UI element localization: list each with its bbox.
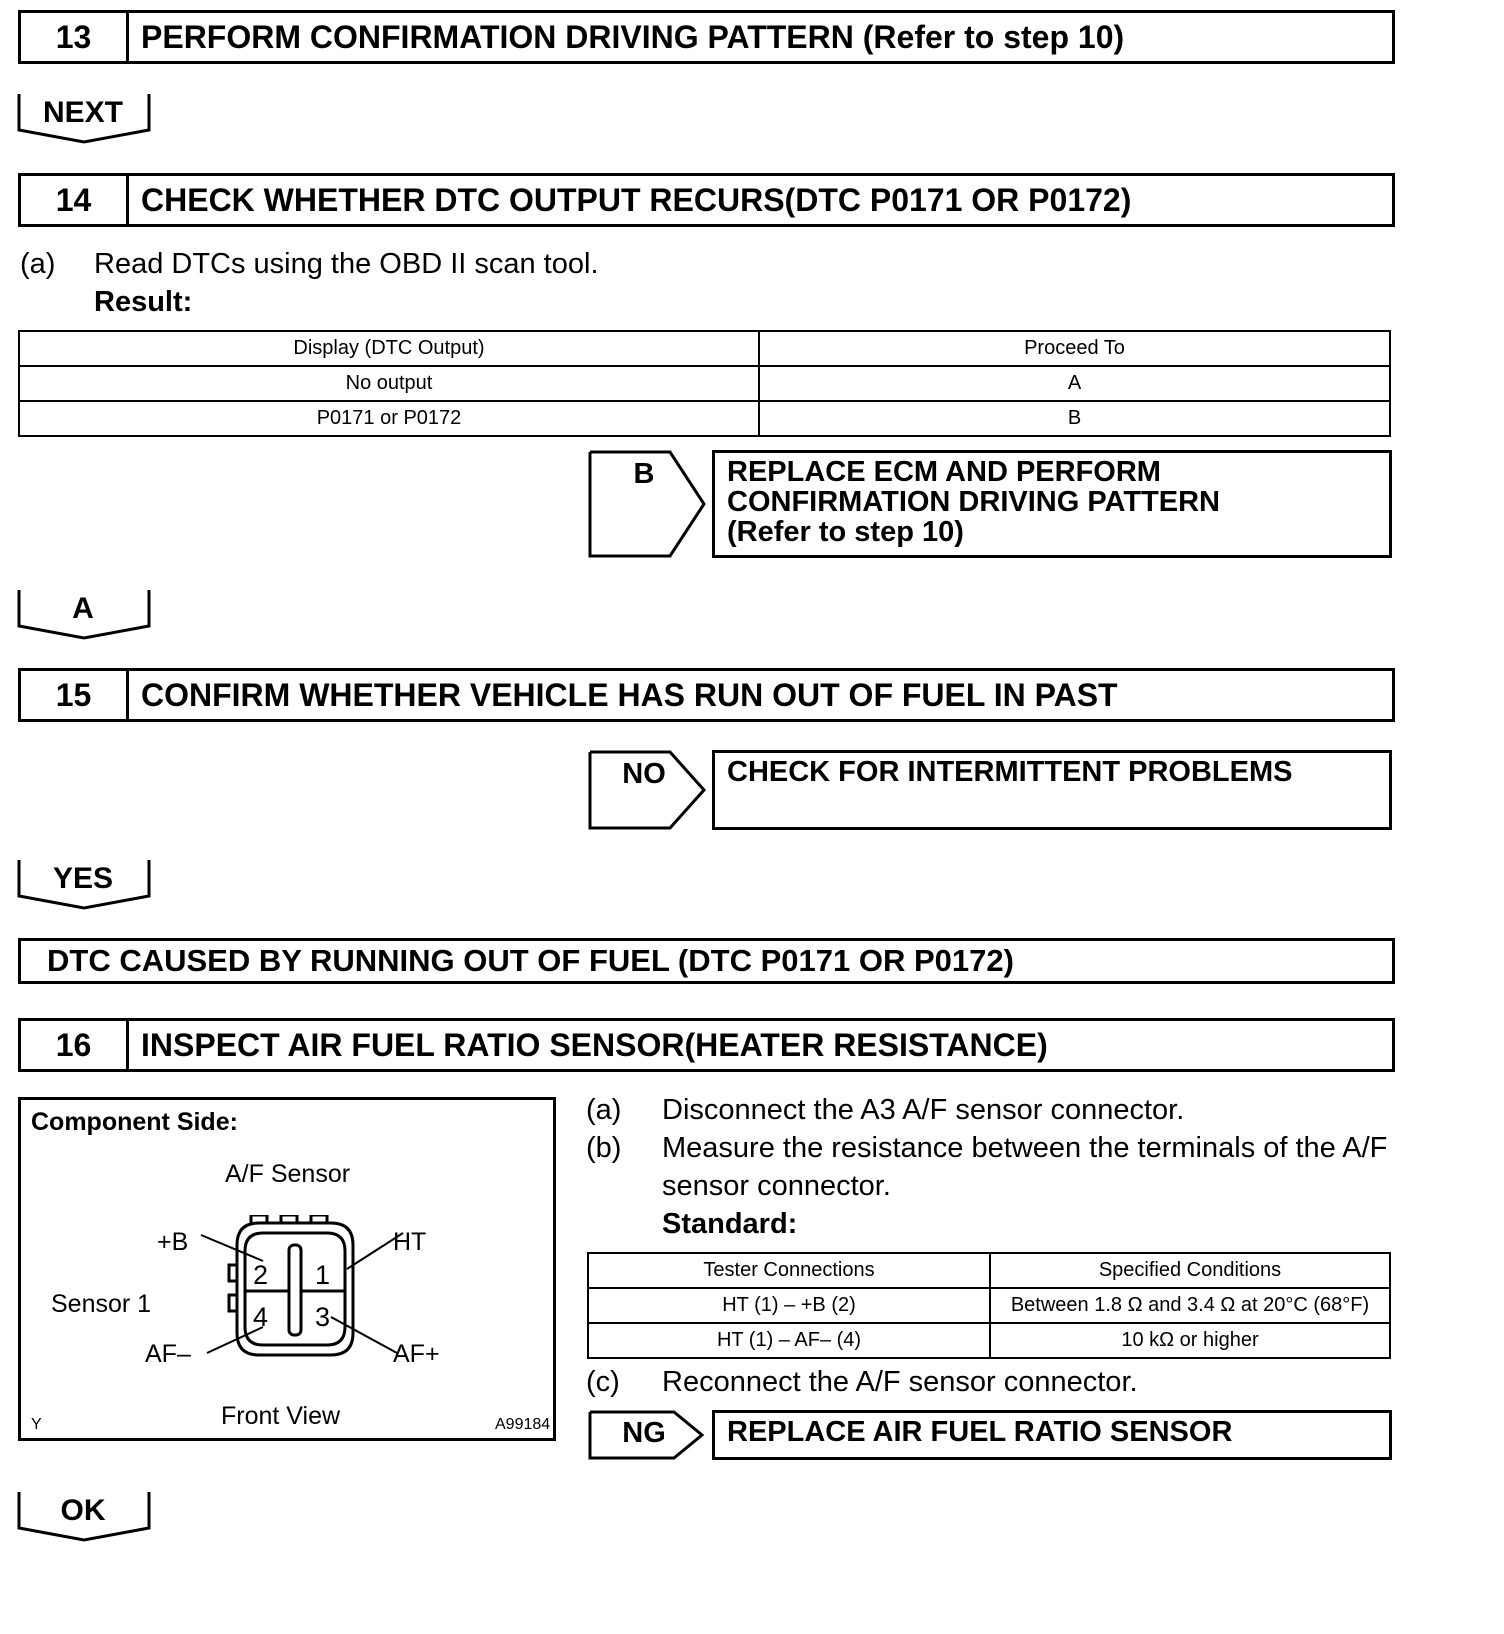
a-label: A (72, 592, 94, 625)
branch-ng-action (712, 1410, 1392, 1460)
standard-label: Standard: (662, 1208, 798, 1240)
branch-b-action (712, 450, 1392, 558)
step-title: CHECK WHETHER DTC OUTPUT RECURS(DTC P0171 OR P0172) (141, 181, 1132, 218)
next-label: NEXT (42, 96, 123, 129)
action-line: (Refer to step 10) (727, 516, 964, 548)
table-cell: B (759, 401, 1390, 436)
step-15-header (18, 668, 1395, 722)
diagram-heading: Component Side: (31, 1108, 238, 1136)
table-header: Specified Conditions (990, 1253, 1390, 1288)
table-cell: HT (1) – AF– (4) (588, 1323, 990, 1358)
step-number: 16 (21, 1021, 129, 1069)
step-number: 14 (21, 176, 129, 224)
step-title: PERFORM CONFIRMATION DRIVING PATTERN (Refer to step 10) (141, 18, 1125, 55)
table-header: Tester Connections (588, 1253, 990, 1288)
table-row (588, 1323, 1390, 1358)
result-label: Result: (94, 286, 193, 318)
connector-icon (181, 1215, 421, 1375)
item-text: Reconnect the A/F sensor connector. (662, 1366, 1138, 1398)
branch-no-label: NO (622, 758, 666, 790)
sensor-name: A/F Sensor (225, 1160, 351, 1188)
terminal-ht-label: HT (393, 1228, 427, 1256)
table-cell: P0171 or P0172 (19, 401, 759, 436)
branch-ng-label: NG (622, 1417, 666, 1449)
step-title: INSPECT AIR FUEL RATIO SENSOR(HEATER RESISTANCE) (141, 1026, 1048, 1063)
item-marker: (a) (20, 248, 56, 280)
ok-label: OK (60, 1494, 106, 1527)
pin-3: 3 (315, 1302, 331, 1332)
table-cell: HT (1) – +B (2) (588, 1288, 990, 1323)
yes-tag (17, 858, 151, 910)
table-row (19, 366, 1390, 401)
step-14-header (18, 173, 1395, 227)
item-text: Disconnect the A3 A/F sensor connector. (662, 1094, 1185, 1126)
branch-no-action (712, 750, 1392, 830)
resistance-spec-table (587, 1252, 1391, 1359)
step-number: 15 (21, 671, 129, 719)
step-title: CONFIRM WHETHER VEHICLE HAS RUN OUT OF FUEL IN PAST (141, 676, 1118, 713)
action-line: CHECK FOR INTERMITTENT PROBLEMS (727, 756, 1293, 788)
branch-b-label: B (633, 458, 655, 490)
table-header: Display (DTC Output) (19, 331, 759, 366)
dtc-result-table (18, 330, 1391, 437)
item-text: Measure the resistance between the terminals of the A/F (662, 1132, 1388, 1164)
terminal-afp-label: AF+ (393, 1340, 440, 1368)
item-marker: (c) (586, 1366, 620, 1398)
table-cell: 10 kΩ or higher (990, 1323, 1390, 1358)
table-header-row (588, 1253, 1390, 1288)
table-cell: A (759, 366, 1390, 401)
action-line: CONFIRMATION DRIVING PATTERN (727, 486, 1220, 518)
conclusion-box: DTC CAUSED BY RUNNING OUT OF FUEL (DTC P0171 OR P0172) (18, 938, 1395, 984)
pin-1: 1 (315, 1260, 331, 1290)
connector-diagram (18, 1097, 556, 1441)
corner-label: Y (31, 1416, 42, 1433)
table-header-row (19, 331, 1390, 366)
step-number: 13 (21, 13, 129, 61)
terminal-b-label: +B (157, 1228, 189, 1256)
item-marker: (b) (586, 1132, 622, 1164)
step-16-header (18, 1018, 1395, 1072)
sensor-label: Sensor 1 (51, 1290, 152, 1318)
action-line: REPLACE AIR FUEL RATIO SENSOR (727, 1416, 1233, 1448)
table-cell: Between 1.8 Ω and 3.4 Ω at 20°C (68°F) (990, 1288, 1390, 1323)
table-row (19, 401, 1390, 436)
figure-code: A99184 (495, 1416, 551, 1433)
pin-2: 2 (253, 1260, 269, 1290)
pin-4: 4 (253, 1302, 269, 1332)
table-row (588, 1288, 1390, 1323)
step-13-header (18, 10, 1395, 64)
next-tag (17, 92, 151, 144)
ok-tag (17, 1490, 151, 1542)
table-cell: No output (19, 366, 759, 401)
yes-label: YES (52, 862, 114, 895)
a-tag (17, 588, 151, 640)
item-text: Read DTCs using the OBD II scan tool. (94, 248, 599, 280)
table-header: Proceed To (759, 331, 1390, 366)
view-label: Front View (221, 1402, 341, 1430)
terminal-afm-label: AF– (145, 1340, 191, 1368)
item-text: sensor connector. (662, 1170, 891, 1202)
item-marker: (a) (586, 1094, 622, 1126)
action-line: REPLACE ECM AND PERFORM (727, 456, 1161, 488)
